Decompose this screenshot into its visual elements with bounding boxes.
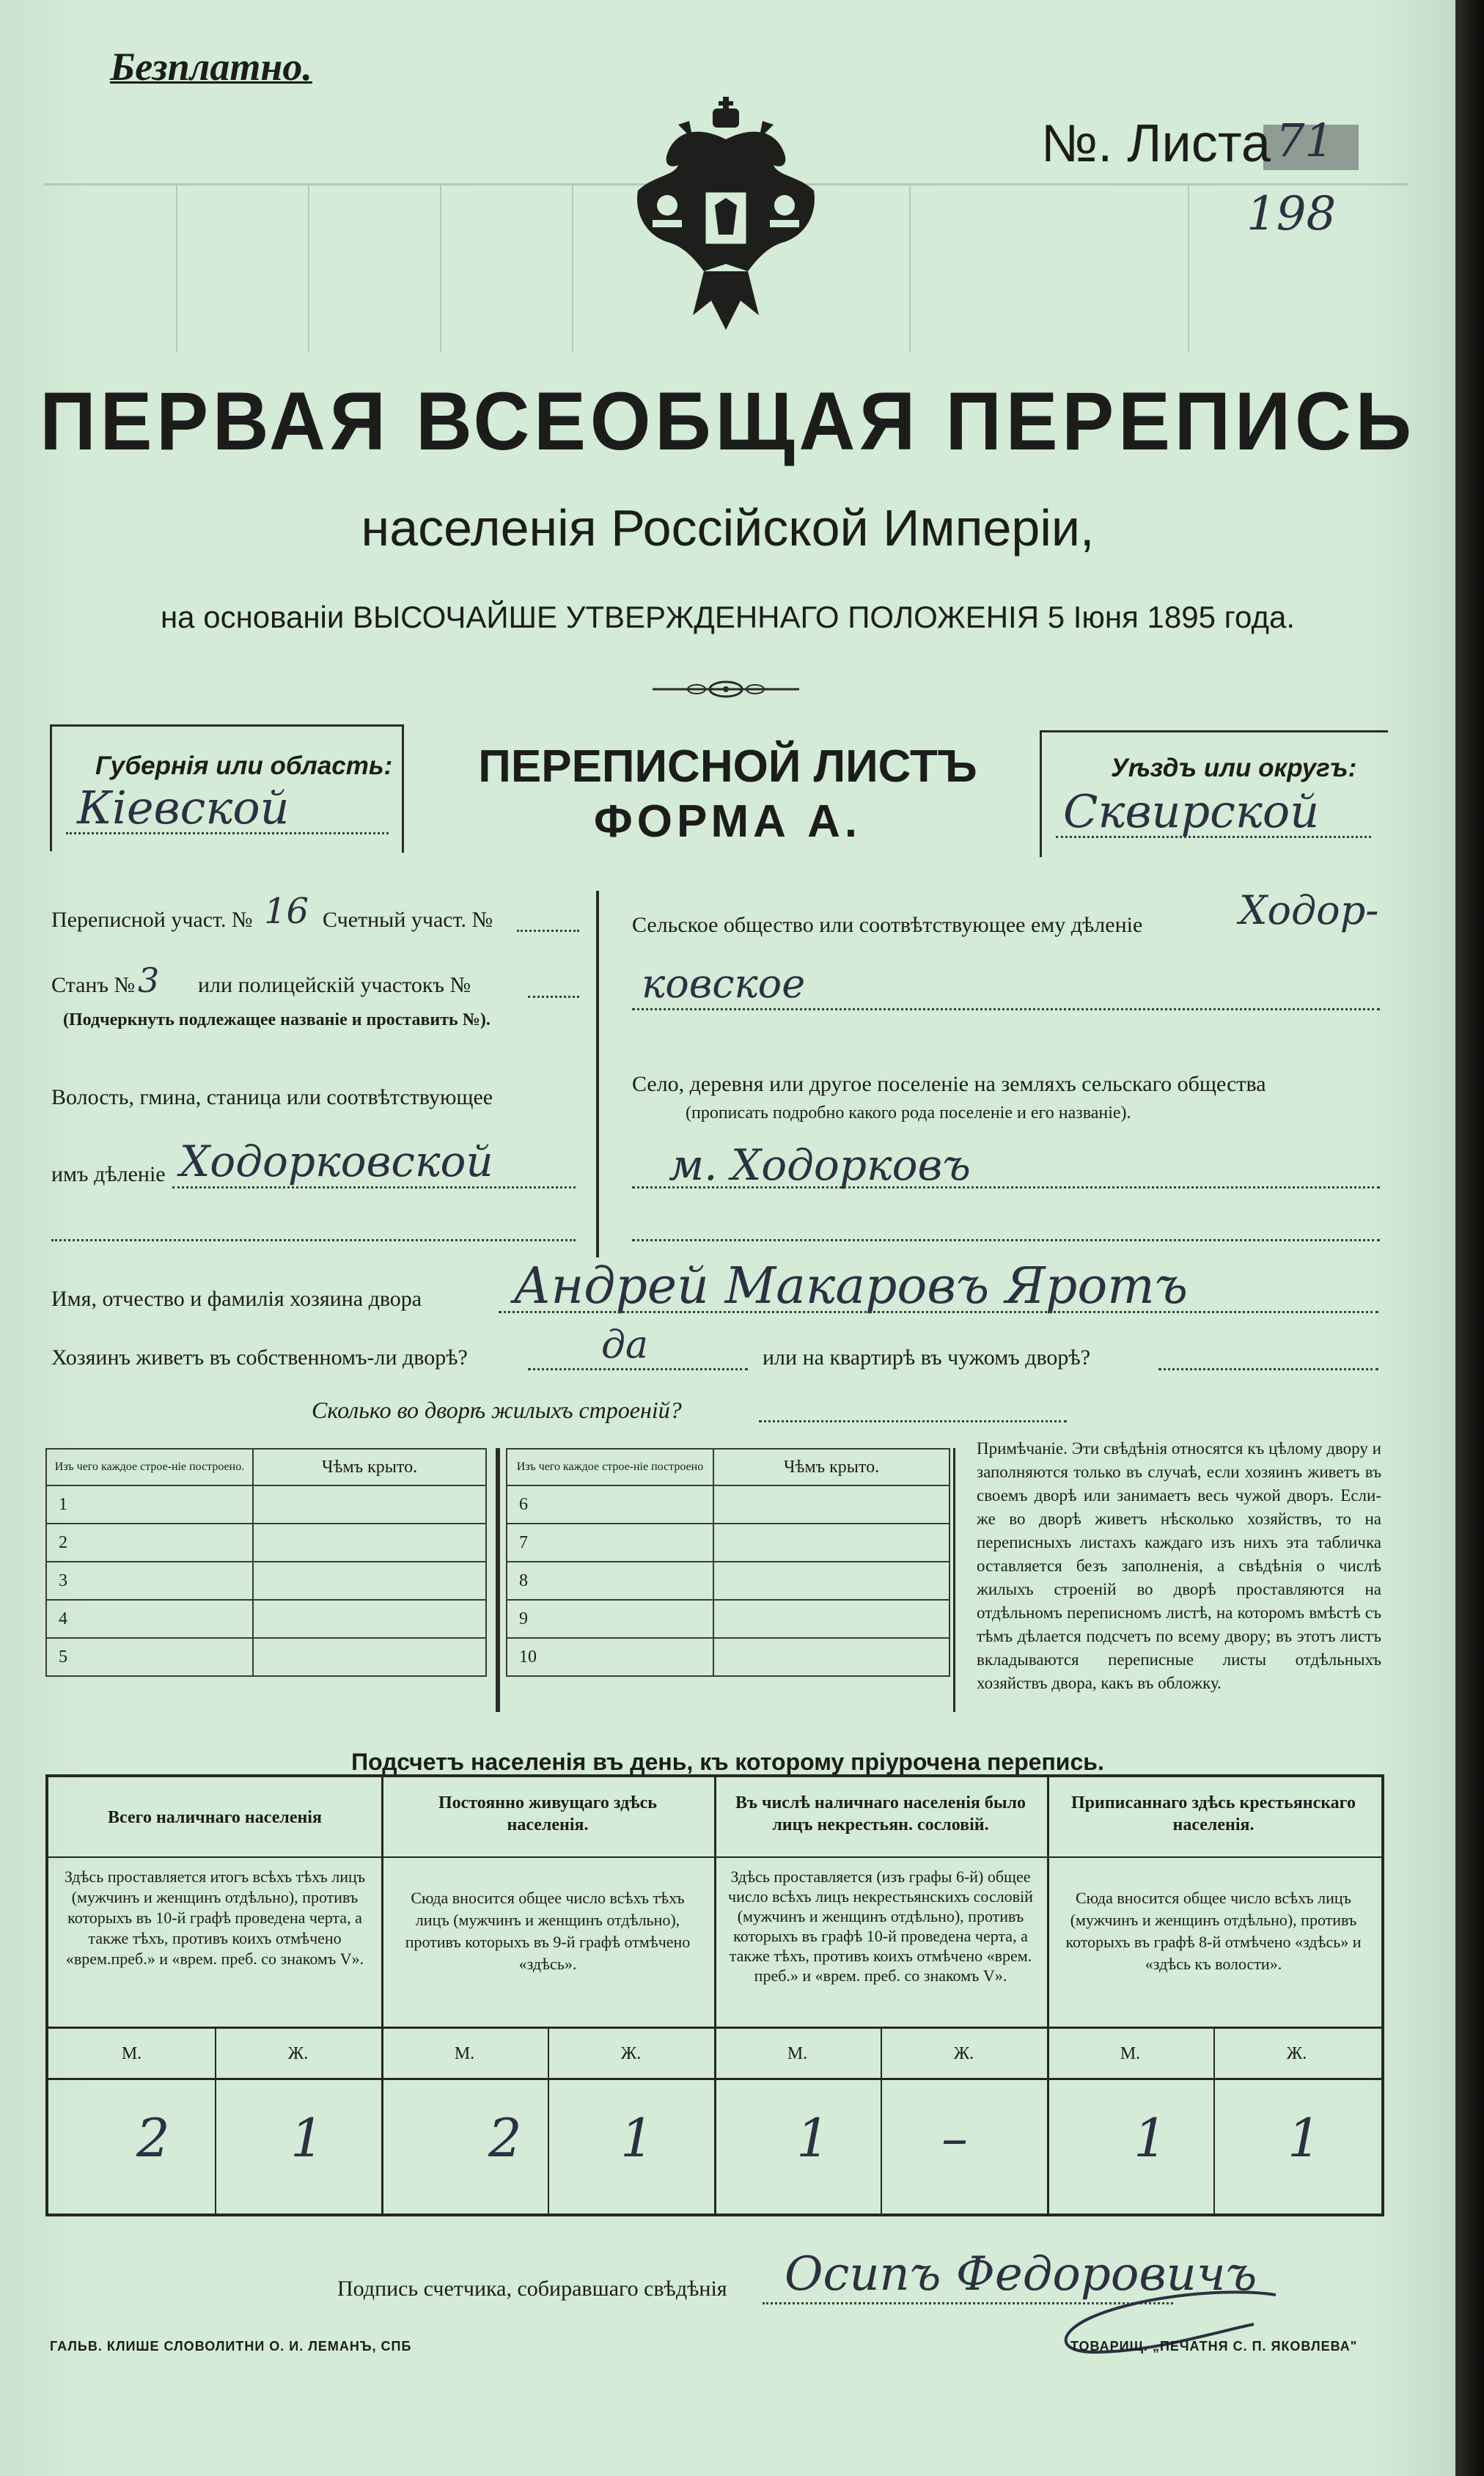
police-field	[528, 996, 579, 998]
village-value: м. Ходорковъ	[669, 1140, 971, 1190]
police-label: или полицейскій участокъ №	[198, 973, 471, 997]
pop-col3-f-value: –	[941, 2107, 968, 2169]
building-row-8: 8	[507, 1562, 713, 1600]
buildings-table-left	[45, 1448, 487, 1677]
building-roof-8	[713, 1562, 949, 1600]
buildings-table-right	[506, 1448, 950, 1677]
owner-name-underline	[499, 1311, 1378, 1313]
decree-line: на основаніи ВЫСОЧАЙШЕ УТВЕРЖДЕННАГО ПОЛОЖЕНІЯ 5 Іюня 1895 года.	[160, 600, 1295, 634]
building-row-1: 1	[46, 1485, 253, 1524]
stan-hint: (Подчеркнуть подлежащее названіе и проставить №).	[63, 1010, 491, 1029]
population-heading: Подсчетъ населенія въ день, къ которому пріурочена перепись.	[351, 1749, 1104, 1775]
buildings-underline	[759, 1420, 1067, 1422]
volost-underline-2	[51, 1239, 576, 1241]
pop-mf-line	[48, 2078, 1381, 2080]
footer-printer-left: ГАЛЬВ. КЛИШЕ СЛОВОЛИТНИ О. И. ЛЕМАНЪ, СПБ	[50, 2339, 412, 2354]
section-divider	[596, 891, 599, 1257]
building-roof-2	[253, 1524, 486, 1562]
pop-col2-text: Сюда вносится общее число всѣхъ тѣхъ лицъ (мужчинъ и женщинъ отдѣльно), противъ которыхъ въ 9-й графѣ отмѣчено «здѣсь».	[405, 1889, 691, 1973]
owner-lives-label: Хозяинъ живетъ въ собственномъ-ли дворѣ?	[51, 1345, 468, 1370]
buildings-note: Примѣчаніе. Эти свѣдѣнія относятся къ цѣлому двору и заполняются только въ случаѣ, если хозяинъ живетъ въ своемъ дворѣ или занимаетъ весь чужой дворъ. Если-же во дворѣ живетъ нѣсколько хозяйствъ, то на переписныхъ листахъ каждаго изъ нихъ эта табличка оставляется безъ заполненія, а свѣдѣнія о числѣ жилыхъ строеній во дворѣ проставляются на отдѣльномъ переписномъ листѣ, на которомъ вмѣстѣ съ тѣмъ дѣлается подсчетъ по всему двору; въ этотъ листъ вкладываются переписные листы отдѣльныхъ хозяйствъ двора, какъ въ обложку.	[977, 1439, 1381, 1692]
building-row-4: 4	[46, 1600, 253, 1638]
stan-label: Станъ №	[51, 973, 136, 997]
census-district-value: 16	[264, 891, 309, 932]
building-roof-1	[253, 1485, 486, 1524]
count-district-label: Счетный участ. №	[323, 908, 493, 932]
building-row-3: 3	[46, 1562, 253, 1600]
pop-col3-m-value: 1	[796, 2107, 830, 2169]
volost-value: Ходорковской	[180, 1136, 493, 1186]
free-label: Безплатно.	[110, 45, 312, 89]
sheet-number-value: 71	[1276, 114, 1334, 167]
ornament-divider	[653, 678, 799, 700]
pop-col1-f-label: Ж.	[287, 2044, 309, 2063]
pop-col1-f-value: 1	[290, 2107, 324, 2169]
note-divider	[953, 1448, 955, 1712]
pop-col1-text: Здѣсь проставляется итогъ всѣхъ тѣхъ лицъ (мужчинъ и женщинъ отдѣльно), противъ которыхъ въ 10-й графѣ проведена черта, а также тѣхъ, противъ коихъ отмѣчено «врем.преб.» и «врем. преб. со знакомъ V».	[64, 1867, 366, 1968]
pop-col2-f-label: Ж.	[620, 2044, 642, 2063]
district-value: Сквирской	[1063, 785, 1320, 838]
buildings-col-roof-left: Чѣмъ крыто.	[253, 1449, 486, 1485]
population-table	[45, 1774, 1384, 2216]
census-district-label: Переписной участ. №	[51, 908, 253, 932]
building-row-2: 2	[46, 1524, 253, 1562]
building-roof-6	[713, 1485, 949, 1524]
building-roof-4	[253, 1600, 486, 1638]
pop-col1-m-value: 2	[136, 2107, 170, 2169]
volost-label-2: имъ дѣленіе	[51, 1162, 166, 1186]
owner-name-value: Андрей Макаровъ Яротъ	[513, 1257, 1189, 1315]
imperial-eagle-emblem	[623, 95, 829, 345]
pop-col2-m-label: М.	[454, 2044, 475, 2063]
pop-col4-m-value: 1	[1134, 2107, 1167, 2169]
owner-name-label: Имя, отчество и фамилія хозяина двора	[51, 1287, 422, 1311]
buildings-label: Сколько во дворѣ жилыхъ строеній?	[312, 1397, 682, 1423]
owner-rent-label: или на квартирѣ въ чужомъ дворѣ?	[763, 1345, 1091, 1370]
volost-label-1: Волость, гмина, станица или соотвѣтствующее	[51, 1085, 493, 1109]
pop-col-line-1	[381, 1777, 383, 2214]
pop-col-line-3	[1047, 1777, 1049, 2214]
form-subtitle: ФОРМА А.	[593, 796, 862, 847]
building-row-10: 10	[507, 1638, 713, 1676]
main-title: ПЕРВАЯ ВСЕОБЩАЯ ПЕРЕПИСЬ	[40, 375, 1416, 467]
pop-col3-title: Въ числѣ наличнаго населенія было лицъ некрестьян. сословій.	[735, 1793, 1026, 1834]
building-roof-3	[253, 1562, 486, 1600]
footer-printer-right: ТОВАРИЩ. „ПЕЧАТНЯ С. П. ЯКОВЛЕВА"	[1070, 2339, 1358, 2354]
scan-edge	[1455, 0, 1484, 2476]
village-hint: (прописать подробно какого рода поселеніе и его названіе).	[686, 1103, 1131, 1123]
building-row-9: 9	[507, 1600, 713, 1638]
building-row-5: 5	[46, 1638, 253, 1676]
pop-col4-f-label: Ж.	[1286, 2044, 1307, 2063]
building-row-7: 7	[507, 1524, 713, 1562]
building-roof-5	[253, 1638, 486, 1676]
building-roof-9	[713, 1600, 949, 1638]
pop-col2-f-value: 1	[620, 2107, 654, 2169]
owner-rent-underline	[1158, 1368, 1378, 1370]
pop-col1-m-label: М.	[121, 2044, 142, 2063]
building-row-6: 6	[507, 1485, 713, 1524]
pop-col2-title: Постоянно живущаго здѣсь населенія.	[438, 1793, 657, 1834]
sheet-number-value-2: 198	[1246, 187, 1337, 241]
sheet-number-label: №. Листа	[1041, 114, 1271, 173]
district-underline	[1056, 836, 1371, 838]
pop-title-line	[48, 1856, 1381, 1858]
pop-col3-f-label: Ж.	[953, 2044, 974, 2063]
pop-col3-text: Здѣсь проставляется (изъ графы 6-й) общее число всѣхъ лицъ некрестьянскихъ сословій (мужчинъ и женщинъ отдѣльно), противъ которыхъ въ графѣ 10-й проведена черта, а также тѣхъ, противъ коихъ отмѣчено «врем. преб.» и «врем. преб. со знакомъ V».	[728, 1867, 1033, 1985]
village-label: Село, деревня или другое поселеніе на земляхъ сельскаго общества	[632, 1072, 1266, 1096]
pop-col3-m-label: М.	[787, 2044, 808, 2063]
society-value-1: Ходор-	[1239, 887, 1379, 933]
signature-label: Подпись счетчика, собиравшаго свѣдѣнія	[337, 2277, 727, 2301]
pop-col4-m-label: М.	[1120, 2044, 1141, 2063]
province-value: Кіевской	[77, 781, 290, 834]
pop-col4-f-value: 1	[1288, 2107, 1321, 2169]
society-underline	[632, 1008, 1380, 1010]
pop-col4-title: Приписаннаго здѣсь крестьянскаго населенія.	[1071, 1793, 1356, 1834]
village-underline-1	[632, 1186, 1380, 1189]
pop-col2-m-value: 2	[488, 2107, 522, 2169]
pop-col-line-2	[714, 1777, 716, 2214]
pop-col4-text: Сюда вносится общее число всѣхъ лицъ (мужчинъ и женщинъ отдѣльно), противъ которыхъ въ графѣ 8-й отмѣчено «здѣсь» и «здѣсь къ волости».	[1065, 1889, 1362, 1973]
building-roof-7	[713, 1524, 949, 1562]
signature-value: Осипъ Федоровичъ	[785, 2247, 1257, 2301]
society-value-2: ковское	[642, 960, 806, 1007]
district-label: Уѣздъ или округъ:	[1111, 754, 1357, 782]
pop-col1-title: Всего наличнаго населенія	[108, 1808, 322, 1827]
building-roof-10	[713, 1638, 949, 1676]
buildings-col-material-right: Изъ чего каждое строе-ніе построено	[507, 1449, 713, 1485]
pop-header-line	[48, 2027, 1381, 2029]
buildings-col-material-left: Изъ чего каждое строе-ніе построено.	[46, 1449, 253, 1485]
owner-lives-underline	[528, 1368, 748, 1370]
village-underline-2	[632, 1239, 1380, 1241]
stan-value: 3	[138, 960, 160, 1000]
form-title: ПЕРЕПИСНОЙ ЛИСТЪ	[478, 741, 977, 792]
buildings-table-divider	[496, 1448, 500, 1712]
buildings-col-roof-right: Чѣмъ крыто.	[713, 1449, 949, 1485]
count-district-field	[517, 930, 579, 932]
province-label: Губернія или область:	[95, 752, 393, 780]
society-label: Сельское общество или соотвѣтствующее ему дѣленіе	[632, 913, 1143, 937]
owner-lives-value: да	[601, 1323, 648, 1367]
subtitle: населенія Россійской Имперіи,	[361, 499, 1095, 556]
volost-underline-1	[172, 1186, 576, 1189]
